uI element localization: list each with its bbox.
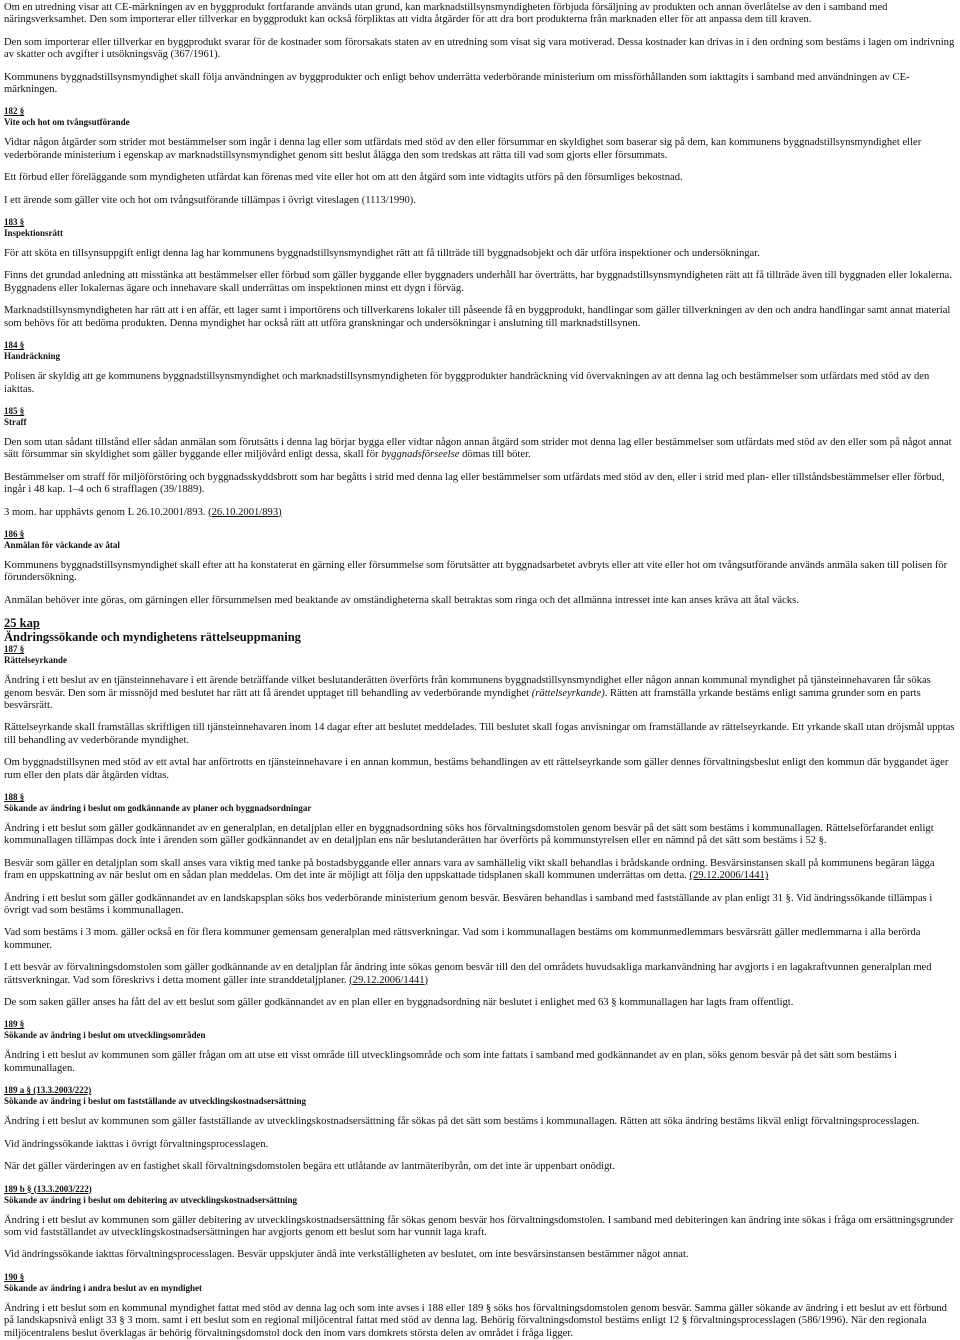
text: 190 § [4, 1271, 25, 1282]
text: Ändring i ett beslut av kommunen som gäller fastställande av utvecklingskostnadsersättning får sökas på det sätt som bestäms i kommunallagen. Rätten att söka ändring bestäms likväl enligt förvaltningsprocesslagen. [4, 1116, 920, 1128]
paragraph [4, 472, 956, 497]
text: 188 § [4, 792, 25, 802]
section-number [4, 792, 956, 803]
section-number [4, 217, 956, 228]
paragraph [4, 1215, 956, 1240]
text: Sökande av ändring i beslut om godkännande av planer och byggnadsordningar [4, 803, 312, 813]
text: 25 kap [4, 616, 40, 631]
paragraph [4, 757, 956, 782]
text: 185 § [4, 405, 25, 416]
text: Sökande av ändring i beslut om fastställande av utvecklingskostnadsersättning [4, 1096, 307, 1107]
text: Besvär som gäller en detaljplan som skall anses vara viktig med tanke på bostadsbyggande eller annars vara av samhällelig vikt skall behandlas i brådskande ordning. Besvärsinstansen skall på kommunens begäran lägga fram en uppskattning av när beslut om en sådan plan meddelas. Om det inte är möjligt att följa den uppskattade tidsplanen skall kommunen underrättas om detta. [4, 857, 935, 882]
amendment-link[interactable]: (26.10.2001/893) [208, 506, 282, 518]
text: Anmälan behöver inte göras, om gärningen eller försummelsen med beaktande av omständigheterna skall betraktas som ringa och det allmänna intresset inte kan anses kräva att åtal väcks. [4, 594, 799, 606]
paragraph [4, 1116, 956, 1128]
amendment-link[interactable]: (29.12.2006/1441) [349, 974, 429, 986]
text: Polisen är skyldig att ge kommunens byggnadstillsynsmyndighet och marknadstillsynsmyndigheten för byggprodukter handräckning vid övervakningen av att denna lag och bestämmelser som utfärdats med stöd av den iakttas. [4, 371, 930, 395]
text: Ändring i ett beslut som gäller godkännandet av en generalplan, en detaljplan eller en byggnadsordning söks hos förvaltningsdomstolen genom besvär på det sätt som bestäms i kommunallagen. Rättelseförfarandet enligt kommunallagen tillämpas dock inte i ärenden som gäller godkännandet av en detaljplan ens när beslutanderätten har överförts på kommunstyrelsen eller en nämnd på det sätt som bestäms i 52 §. [4, 823, 934, 847]
text: 189 § [4, 1019, 25, 1030]
text: Ändring i ett beslut av en tjänsteinnehavare i ett ärende beträffande vilket beslutanderätten överförts från kommunens byggnadstillsynsmyndighet eller någon annan kommunal myndighet på tjänsteinnehavaren får sökas genom besvär. Den som är missnöjd med beslutet har rätt att få ärendet upptaget till behandling av vederbörande myndighet [4, 675, 931, 699]
section-title [4, 417, 956, 428]
paragraph [4, 997, 956, 1009]
text: Straff [4, 416, 27, 427]
section-title [4, 351, 956, 362]
paragraph [4, 722, 956, 747]
text: 189 a § (13.3.2003/222) [4, 1085, 92, 1096]
text: Finns det grundad anledning att misstänka att bestämmelser eller förbud som gäller byggande eller byggnaders underhåll har överträtts, har byggnadstillsynsmyndigheten rätt att få tillträde även till byggnaden eller lokalerna. Byggnadens eller lokalernas ägare och innehavare skall underrättas om inspektionen minst ett dygn i förväg. [4, 270, 952, 294]
text: Ändring i ett beslut som en kommunal myndighet fattat med stöd av denna lag och som inte avses i 188 eller 189 § söks hos förvaltningsdomstolen genom besvär. Samma gäller sökande av ändring i ett beslut av ett förbund på landskapsnivå enligt 33 § 3 mom. samt i ett beslut som en regional miljöcentral fattat med stöd av denna lag. Behörig förvaltningsdomstol bestäms enligt 12 § förvaltningsprocesslagen (586/1996). När den regionala miljöcentralens beslut överklagas är behörig förvaltningsdomstol dock den inom vars domkrets största delen av området i fråga ligger. [4, 1302, 947, 1339]
text: Marknadstillsynsmyndigheten har rätt att i en affär, ett lager samt i importörens och tillverkarens lokaler till påseende få en byggprodukt, handlingar som gäller tillverkningen av den och andra handlingar samt annat material som behövs för att bedöma produkten. Denna myndighet har också rätt att utföra granskningar och undersökningar i anslutning till marknadstillsynen. [4, 305, 951, 329]
paragraph [4, 675, 956, 712]
text-continued: . Rätten att framställa yrkande bestäms enligt samma grunder som en parts besvärsrätt. [4, 687, 921, 711]
paragraph [4, 858, 956, 883]
section-title [4, 1195, 956, 1206]
chapter-number [4, 617, 956, 630]
paragraph [4, 172, 956, 184]
italic-term: byggnadsförseelse [381, 449, 460, 461]
paragraph [4, 437, 956, 462]
paragraph [4, 962, 956, 987]
paragraph [4, 248, 956, 260]
paragraph [4, 195, 956, 207]
section-number [4, 106, 956, 117]
text: Anmälan för väckande av åtal [4, 539, 120, 550]
paragraph [4, 1161, 956, 1173]
section-title [4, 655, 956, 666]
text: Vidtar någon åtgärder som strider mot bestämmelser som ingår i denna lag eller som utfärdats med stöd av den eller försummar en skyldighet som baserar sig på dem, kan kommunens byggnadstillsynsmyndighet eller vederbörande ministerium i egenskap av marknadstillsynsmyndighet genom sitt beslut ålägga den som tredskas att rätta till vad som gjorts eller försummats. [4, 137, 922, 161]
text: 182 § [4, 106, 25, 117]
text-continued: dömas till böter. [459, 449, 531, 461]
paragraph [4, 595, 956, 607]
paragraph [4, 2, 956, 27]
text: Sökande av ändring i beslut om utvecklingsområden [4, 1030, 206, 1041]
text: I ett besvär av förvaltningsdomstolen som gäller godkännande av en detaljplan får ändring inte sökas genom besvär till den del områdets huvudsakliga markanvändning har avgjorts i en lagakraftvunnen generalplan med rättsverkningar. Vad som föreskrivs i detta moment gäller inte stranddetaljplaner. [4, 962, 932, 986]
section-number [4, 1019, 956, 1030]
text: 184 § [4, 340, 25, 351]
text: 186 § [4, 528, 25, 539]
text: Sökande av ändring i beslut om debitering av utvecklingskostnadsersättning [4, 1194, 298, 1205]
paragraph [4, 893, 956, 918]
paragraph [4, 507, 956, 519]
text: I ett ärende som gäller vite och hot om tvångsutförande tillämpas i övrigt viteslagen (1113/1990). [4, 194, 416, 206]
section-number [4, 644, 956, 655]
section-title [4, 228, 956, 239]
text: Den som utan sådant tillstånd eller sådan anmälan som förutsätts i denna lag börjar bygga eller vidtar någon annan åtgärd som strider mot denna lag eller bestämmelser som utfärdats med stöd av den eller som på något annat sätt försummar sin skyldighet som gäller byggande eller miljövård enligt dessa, skall för [4, 436, 952, 461]
section-number [4, 340, 956, 351]
section-title [4, 540, 956, 551]
text: Sökande av ändring i andra beslut av en myndighet [4, 1282, 203, 1293]
section-title [4, 117, 956, 128]
paragraph [4, 37, 956, 62]
text: Om byggnadstillsynen med stöd av ett avtal har anförtrotts en tjänsteinnehavare i en annan kommun, bestäms behandlingen av ett rättelseyrkande som gäller dennes förvaltningsbeslut enligt den kommun där byggandet äger rum eller den plats där åtgärden vidtas. [4, 757, 949, 781]
section-title [4, 1030, 956, 1041]
section-number [4, 1085, 956, 1096]
paragraph [4, 1139, 956, 1151]
paragraph [4, 270, 956, 295]
section-title [4, 1096, 956, 1107]
text: Kommunens byggnadstillsynsmyndighet skall följa användningen av byggprodukter och enligt behov underrätta vederbörande ministerium om missförhållanden som iakttagits i samband med användningen av CE-märkningen. [4, 71, 910, 96]
text: Vad som bestäms i 3 mom. gäller också en för flera kommuner gemensam generalplan med rättsverkningar. Vad som i kommunallagen bestäms om kommunmedlemmars besvärsrätt gäller medlemmarna i alla berörda kommuner. [4, 927, 921, 951]
section-number [4, 406, 956, 417]
text: Vite och hot om tvångsutförande [4, 117, 130, 128]
text: Vid ändringssökande iakttas i övrigt förvaltningsprocesslagen. [4, 1138, 269, 1150]
text: Rättelseyrkande skall framställas skriftligen till tjänsteinnehavaren inom 14 dagar efter att beslutet meddelades. Till beslutet skall fogas anvisningar om framställande av rättelseyrkande. Ett yrkande skall utan dröjsmål upptas till behandling av vederbörande myndighet. [4, 722, 955, 746]
section-title [4, 803, 956, 814]
text: Bestämmelser om straff för miljöförstöring och byggnadsskyddsbrott som har begåtts i strid med denna lag eller bestämmelser som utfärdats med stöd av den, eller i strid med plan- eller tillståndsbestämmelser eller förbud, ingår i 48 kap. 1–4 och 6 strafflagen (39/1889). [4, 471, 945, 496]
text: Den som importerar eller tillverkar en byggprodukt svarar för de kostnader som förorsakats staten av en utredning som visat sig vara motiverad. Dessa kostnader kan drivas in i den ordning som bestäms i lagen om indrivning av skatter och avgifter i utsökningsväg (367/1961). [4, 36, 955, 61]
text: 3 mom. har upphävts genom L 26.10.2001/893. [4, 506, 209, 518]
text: Ändring i ett beslut av kommunen som gäller debitering av utvecklingskostnadsersättning får sökas genom besvär hos förvaltningsdomstolen. I samband med debiteringen kan ändring inte sökas i fråga om ersättningsgrunder som vid fastställandet av utvecklingskostnadsersättningen har avgjorts genom ett beslut som har vunnit laga kraft. [4, 1214, 954, 1238]
text: Handräckning [4, 351, 61, 362]
text: Om en utredning visar att CE-märkningen av en byggprodukt fortfarande används utan grund, kan marknadstillsynsmyndigheten förbjuda försäljning av produkten och annan överlåtelse av den i samband med näringsverksamhet. Den som importerar eller tillverkar en byggprodukt kan också förpliktas att vidta åtgärder för att dra bort produkterna från marknaden eller för att anpassa dem till kraven. [4, 2, 888, 26]
paragraph [4, 1303, 956, 1340]
text: Ändring i ett beslut som gäller godkännandet av en landskapsplan söks hos vederbörande ministerium genom besvär. Besvären behandlas i samband med fastställande av plan enligt 31 §. Vid ändringssökande tillämpas i övrigt vad som bestäms i kommunallagen. [4, 892, 933, 917]
paragraph [4, 1050, 956, 1075]
text: Rättelseyrkande [4, 655, 67, 666]
paragraph [4, 371, 956, 396]
text: Kommunens byggnadstillsynsmyndighet skall efter att ha konstaterat en gärning eller försummelse som förutsätter att byggnadsarbetet avbryts eller att vite eller hot om tvångsutförande används anmäla saken till polisen för förundersökning. [4, 559, 948, 584]
text: 189 b § (13.3.2003/222) [4, 1183, 92, 1194]
section-number [4, 529, 956, 540]
paragraph [4, 927, 956, 952]
paragraph [4, 823, 956, 848]
text: Inspektionsrätt [4, 228, 64, 239]
paragraph [4, 305, 956, 330]
section-number [4, 1272, 956, 1283]
paragraph [4, 560, 956, 585]
text: Ändring i ett beslut av kommunen som gäller frågan om att utse ett visst område till utvecklingsområde och som inte fattats i samband med godkännandet av en plan, söks genom besvär på det sätt som bestäms i kommunallagen. [4, 1050, 897, 1074]
text: Ett förbud eller föreläggande som myndigheten utfärdat kan förenas med vite eller hot om att den åtgärd som inte vidtagits utförs på den försumliges bekostnad. [4, 172, 683, 184]
text: När det gäller värderingen av en fastighet skall förvaltningsdomstolen begära ett utlåtande av lantmäteribyrån, om det inte är uppenbart onödigt. [4, 1161, 615, 1173]
text: Vid ändringssökande iakttas förvaltningsprocesslagen. Besvär uppskjuter ändå inte verkställigheten av beslutet, om inte besvärsinstansen bestämmer något annat. [4, 1249, 689, 1261]
chapter-title [4, 630, 956, 644]
text: 183 § [4, 217, 25, 228]
section-title [4, 1283, 956, 1294]
amendment-link[interactable]: (29.12.2006/1441) [689, 870, 769, 882]
text: Ändringssökande och myndighetens rättelseuppmaning [4, 630, 301, 645]
section-number [4, 1184, 956, 1195]
paragraph [4, 137, 956, 162]
text: För att sköta en tillsynsuppgift enligt denna lag har kommunens byggnadstillsynsmyndighet rätt att få tillträde till byggnadsobjekt och där utföra inspektioner och undersökningar. [4, 248, 760, 260]
paragraph [4, 1249, 956, 1261]
text: 187 § [4, 644, 25, 655]
text: De som saken gäller anses ha fått del av ett beslut som gäller godkännandet av en plan eller en byggnadsordning när beslutet i enlighet med 63 § kommunallagen har lagts fram offentligt. [4, 997, 794, 1009]
italic-term: (rättelseyrkande) [531, 687, 605, 699]
paragraph [4, 72, 956, 97]
